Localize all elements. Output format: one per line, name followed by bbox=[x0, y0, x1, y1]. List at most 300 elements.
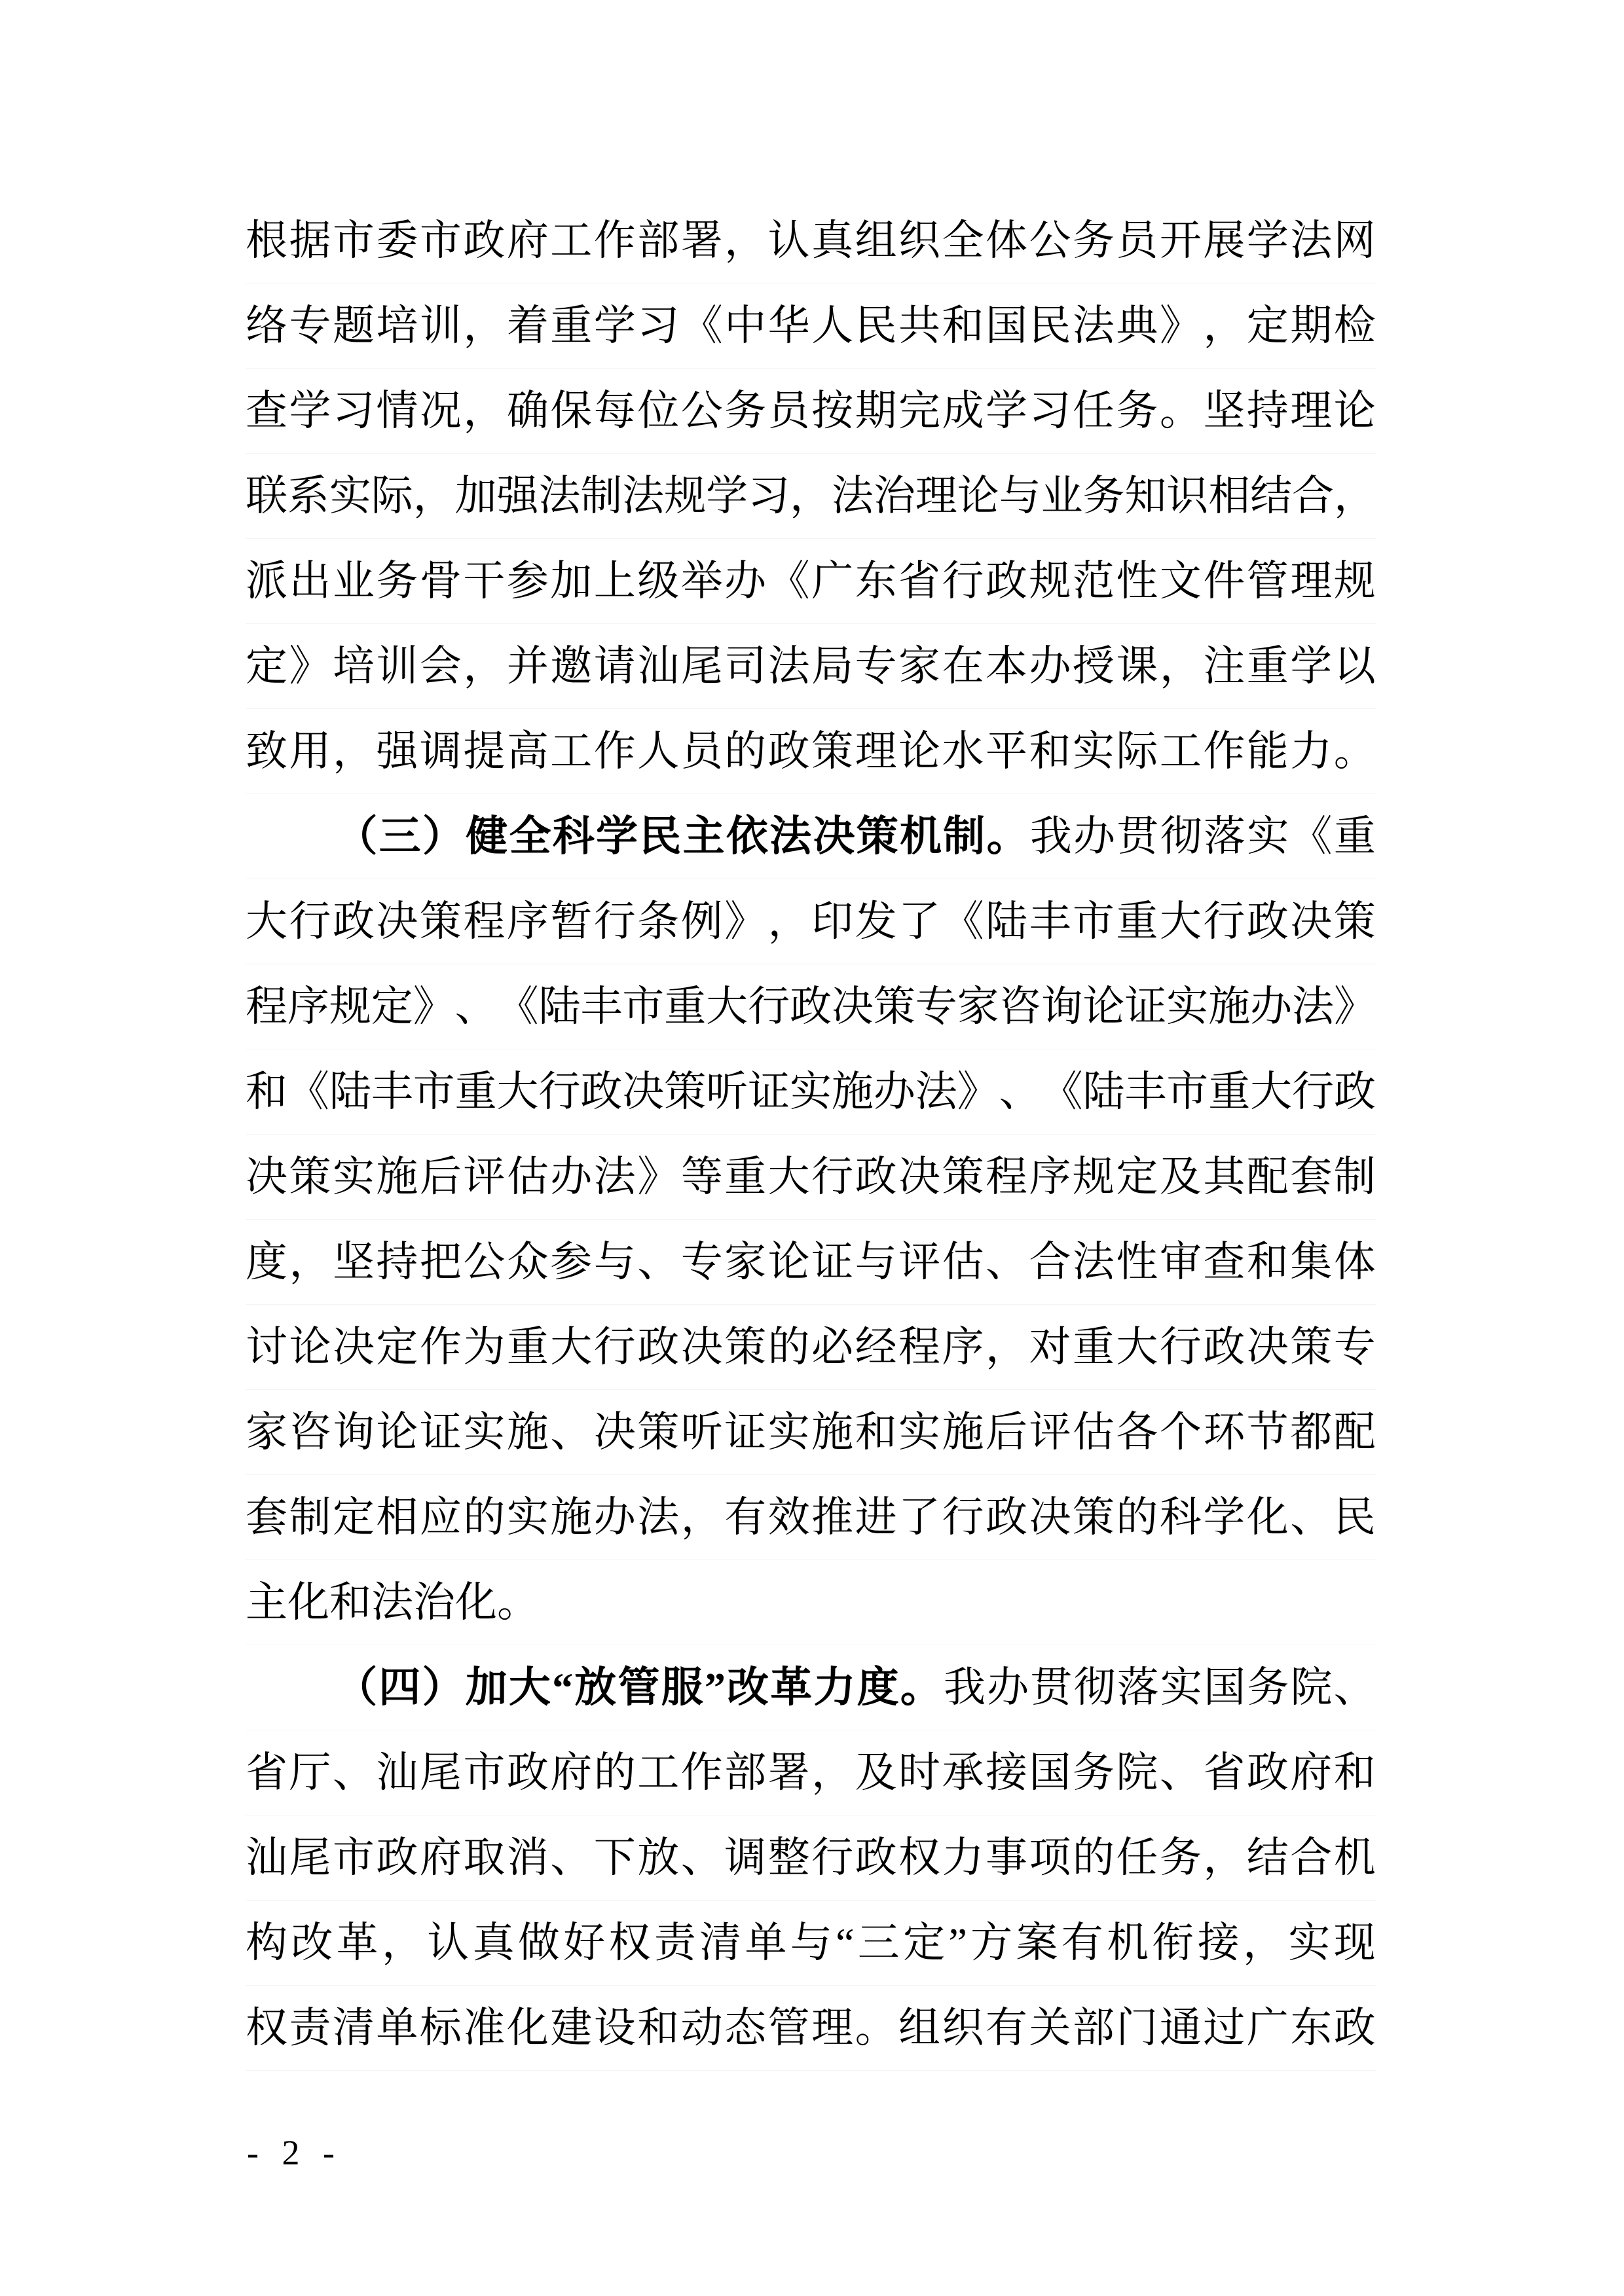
char-glyph: 暂 bbox=[550, 898, 593, 945]
char-glyph: 规 bbox=[329, 983, 371, 1030]
char-glyph: 策 bbox=[637, 1409, 680, 1455]
char-glyph: 通 bbox=[1159, 2005, 1202, 2051]
char-glyph: 员 bbox=[767, 388, 810, 434]
char-glyph: 府 bbox=[1290, 1749, 1333, 1796]
char-glyph: 规 bbox=[1333, 558, 1376, 604]
char-glyph: 办 bbox=[724, 558, 767, 604]
char-glyph: 民 bbox=[1029, 302, 1071, 349]
char-glyph: 构 bbox=[246, 1920, 287, 1966]
char-glyph: 省 bbox=[1203, 1749, 1246, 1796]
char-glyph: 、 bbox=[999, 1068, 1041, 1115]
char-glyph: 法 bbox=[622, 473, 665, 519]
char-glyph: 行 bbox=[942, 558, 984, 604]
char-glyph: 授 bbox=[1072, 643, 1115, 689]
char-glyph: 际 bbox=[1116, 728, 1158, 774]
char-glyph: 证 bbox=[724, 1409, 767, 1455]
char-glyph: 行 bbox=[942, 1494, 984, 1540]
char-glyph: 题 bbox=[332, 302, 375, 349]
char-glyph: 加 bbox=[454, 473, 497, 519]
text-line bbox=[246, 1475, 1376, 1560]
page-number: - 2 - bbox=[247, 2133, 336, 2172]
char-glyph: 决 bbox=[1246, 1324, 1289, 1370]
char-glyph: 中 bbox=[724, 302, 767, 349]
char-glyph: 实 bbox=[789, 1068, 832, 1115]
char-glyph: 汕 bbox=[376, 1749, 418, 1796]
char-glyph: 织 bbox=[942, 2005, 984, 2051]
char-glyph: 方 bbox=[970, 1920, 1013, 1966]
char-glyph: 政 bbox=[985, 1494, 1027, 1540]
char-glyph: 施 bbox=[550, 1494, 593, 1540]
char-glyph: 政 bbox=[1203, 1324, 1246, 1370]
char-glyph: 家 bbox=[957, 983, 999, 1030]
char-glyph: 政 bbox=[767, 728, 810, 774]
char-glyph: 网 bbox=[1333, 217, 1376, 264]
char-glyph: 施 bbox=[942, 1409, 984, 1455]
char-glyph: 和 bbox=[942, 302, 984, 349]
char-glyph: 府 bbox=[506, 217, 549, 264]
char-glyph: 学 bbox=[706, 473, 748, 519]
text-line bbox=[246, 964, 1376, 1049]
char-glyph: 清 bbox=[332, 2005, 375, 2051]
char-glyph: 市 bbox=[463, 1749, 506, 1796]
heading-char-glyph: 民 bbox=[639, 813, 682, 860]
char-glyph: 省 bbox=[246, 1749, 287, 1796]
char-glyph: 范 bbox=[1072, 558, 1115, 604]
char-glyph: 重 bbox=[664, 983, 707, 1030]
char-glyph: 、 bbox=[332, 1749, 375, 1796]
char-glyph: 强 bbox=[376, 728, 418, 774]
char-glyph: 丰 bbox=[1124, 1068, 1167, 1115]
char-glyph: 贯 bbox=[1116, 813, 1159, 860]
char-glyph: 政 bbox=[1246, 1749, 1289, 1796]
char-glyph: 务 bbox=[1072, 1749, 1115, 1796]
char-glyph: 管 bbox=[767, 2005, 810, 2051]
char-glyph: 参 bbox=[550, 1239, 593, 1285]
char-glyph: 和 bbox=[246, 1068, 287, 1115]
char-glyph: 程 bbox=[898, 1324, 941, 1370]
char-glyph: 法 bbox=[767, 643, 810, 689]
char-glyph: 评 bbox=[463, 1154, 506, 1200]
char-glyph: 《 bbox=[1041, 1068, 1083, 1115]
char-glyph: 提 bbox=[463, 728, 506, 774]
char-glyph: 大 bbox=[496, 1068, 539, 1115]
char-glyph: 坚 bbox=[1203, 388, 1246, 434]
char-glyph: 行 bbox=[1203, 898, 1246, 945]
text-line bbox=[246, 369, 1376, 454]
char-glyph: 家 bbox=[898, 643, 941, 689]
heading-char-glyph: 制 bbox=[943, 813, 986, 860]
char-glyph: 务 bbox=[1247, 1664, 1289, 1711]
char-glyph: 理 bbox=[915, 473, 957, 519]
char-glyph: 决 bbox=[680, 1324, 723, 1370]
document-body bbox=[246, 198, 1376, 2071]
char-glyph: 策 bbox=[419, 898, 462, 945]
char-glyph: 办 bbox=[1250, 983, 1293, 1030]
char-glyph: 真 bbox=[811, 217, 854, 264]
char-glyph: 衔 bbox=[1152, 1920, 1194, 1966]
char-glyph: 重 bbox=[1246, 643, 1289, 689]
heading-char-glyph: 。 bbox=[986, 813, 1029, 860]
char-glyph: 和 bbox=[1333, 1749, 1376, 1796]
char-glyph: 《 bbox=[680, 302, 723, 349]
text-line bbox=[246, 1220, 1376, 1305]
char-glyph: 参 bbox=[506, 558, 549, 604]
char-glyph: 务 bbox=[1159, 1834, 1202, 1881]
heading-char-glyph: “ bbox=[552, 1664, 574, 1711]
char-glyph: 实 bbox=[329, 473, 371, 519]
char-glyph: 出 bbox=[289, 558, 331, 604]
char-glyph: 行 bbox=[811, 1834, 854, 1881]
char-glyph: 工 bbox=[1159, 728, 1202, 774]
char-glyph: 学 bbox=[1246, 217, 1289, 264]
char-glyph: 估 bbox=[1072, 1409, 1115, 1455]
char-glyph: 知 bbox=[1124, 473, 1167, 519]
char-glyph: 任 bbox=[1072, 388, 1115, 434]
char-glyph: 把 bbox=[419, 1239, 462, 1285]
char-glyph: 学 bbox=[289, 388, 331, 434]
heading-char-glyph: ） bbox=[422, 1664, 464, 1711]
char-glyph: 责 bbox=[289, 2005, 331, 2051]
char-glyph: 办 bbox=[873, 1068, 915, 1115]
char-glyph: 司 bbox=[724, 643, 767, 689]
char-glyph: 革 bbox=[336, 1920, 378, 1966]
char-glyph: 作 bbox=[419, 1324, 462, 1370]
char-glyph: 施 bbox=[506, 1409, 549, 1455]
char-glyph: 推 bbox=[811, 1494, 854, 1540]
char-glyph: 论 bbox=[957, 473, 999, 519]
char-glyph: 培 bbox=[332, 643, 375, 689]
char-glyph: 下 bbox=[593, 1834, 636, 1881]
char-glyph: 重 bbox=[1333, 813, 1376, 860]
text-line bbox=[246, 1390, 1376, 1475]
heading-char-glyph: 策 bbox=[856, 813, 898, 860]
char-glyph: 套 bbox=[1290, 1154, 1333, 1200]
char-glyph: 决 bbox=[898, 1154, 941, 1200]
char-glyph: 决 bbox=[1029, 1494, 1071, 1540]
char-glyph: 案 bbox=[1016, 1920, 1058, 1966]
heading-char-glyph: 放 bbox=[574, 1664, 617, 1711]
char-glyph: 审 bbox=[1159, 1239, 1202, 1285]
char-glyph: 识 bbox=[1166, 473, 1209, 519]
char-glyph: ， bbox=[680, 1494, 723, 1540]
char-glyph: 专 bbox=[915, 983, 957, 1030]
char-glyph: 有 bbox=[724, 1494, 767, 1540]
char-glyph: ， bbox=[1203, 1834, 1246, 1881]
char-glyph: 位 bbox=[637, 388, 680, 434]
char-glyph: 重 bbox=[1072, 1324, 1115, 1370]
text-line bbox=[246, 1986, 1376, 2071]
char-glyph: 系 bbox=[287, 473, 329, 519]
char-glyph: ， bbox=[463, 388, 506, 434]
char-glyph: 陆 bbox=[329, 1068, 371, 1115]
char-glyph: 习 bbox=[332, 388, 375, 434]
heading-char-glyph: 依 bbox=[726, 813, 768, 860]
char-glyph: 务 bbox=[1082, 473, 1125, 519]
char-glyph: 决 bbox=[332, 1324, 375, 1370]
char-glyph: 用 bbox=[289, 728, 331, 774]
char-glyph: 部 bbox=[1072, 2005, 1115, 2051]
char-glyph: 东 bbox=[855, 558, 897, 604]
char-glyph: 能 bbox=[1246, 728, 1289, 774]
char-glyph: 清 bbox=[699, 1920, 742, 1966]
char-glyph: 估 bbox=[506, 1154, 549, 1200]
char-glyph: 、 bbox=[985, 1239, 1027, 1285]
char-glyph: 与 bbox=[790, 1920, 832, 1966]
char-glyph: 专 bbox=[289, 302, 331, 349]
char-glyph: 局 bbox=[811, 643, 854, 689]
char-glyph: 习 bbox=[637, 302, 680, 349]
char-glyph: 法 bbox=[538, 473, 581, 519]
char-glyph: 咨 bbox=[289, 1409, 331, 1455]
char-glyph: 了 bbox=[898, 1494, 941, 1540]
text-line bbox=[246, 624, 1376, 709]
char-glyph: 调 bbox=[419, 728, 462, 774]
char-glyph: 后 bbox=[985, 1409, 1027, 1455]
heading-char-glyph: 大 bbox=[508, 1664, 551, 1711]
char-glyph: 和 bbox=[855, 1409, 897, 1455]
char-glyph: 关 bbox=[1029, 2005, 1071, 2051]
char-glyph: 、 bbox=[1290, 1494, 1333, 1540]
char-glyph: 络 bbox=[246, 302, 287, 349]
text-line bbox=[246, 1049, 1376, 1135]
char-glyph: 政 bbox=[376, 1834, 418, 1881]
char-glyph: 权 bbox=[898, 1834, 941, 1881]
char-glyph: 大 bbox=[1116, 1324, 1158, 1370]
char-glyph: 节 bbox=[1246, 1409, 1289, 1455]
char-glyph: 》 bbox=[1333, 983, 1376, 1030]
char-glyph: 体 bbox=[985, 217, 1027, 264]
char-glyph: 市 bbox=[332, 1834, 375, 1881]
char-glyph: 相 bbox=[376, 1494, 418, 1540]
char-glyph: 做 bbox=[517, 1920, 560, 1966]
char-glyph: 加 bbox=[550, 558, 593, 604]
char-glyph: 。 bbox=[497, 1579, 539, 1626]
char-glyph: 与 bbox=[999, 473, 1041, 519]
char-glyph: 》 bbox=[1159, 302, 1202, 349]
char-glyph: 课 bbox=[1116, 643, 1158, 689]
char-glyph: 估 bbox=[942, 1239, 984, 1285]
char-glyph: 与 bbox=[593, 1239, 636, 1285]
char-glyph: 业 bbox=[1041, 473, 1083, 519]
char-glyph: 注 bbox=[1203, 643, 1246, 689]
char-glyph: 定 bbox=[903, 1920, 946, 1966]
char-glyph: 并 bbox=[506, 643, 549, 689]
char-glyph: 实 bbox=[898, 1409, 941, 1455]
char-glyph: 查 bbox=[1203, 1239, 1246, 1285]
char-glyph: 策 bbox=[1333, 898, 1376, 945]
heading-char-glyph: （ bbox=[335, 1664, 378, 1711]
char-glyph: 结 bbox=[1246, 1834, 1289, 1881]
char-glyph: 组 bbox=[855, 217, 897, 264]
char-glyph: 的 bbox=[767, 1324, 810, 1370]
char-glyph: 合 bbox=[1290, 1834, 1333, 1881]
char-glyph: 文 bbox=[1159, 558, 1202, 604]
char-glyph: ， bbox=[1333, 473, 1376, 519]
char-glyph: 工 bbox=[550, 217, 593, 264]
char-glyph: 证 bbox=[748, 1068, 790, 1115]
char-glyph: 开 bbox=[1159, 217, 1202, 264]
char-glyph: ， bbox=[1203, 302, 1246, 349]
char-glyph: 举 bbox=[680, 558, 723, 604]
char-glyph: 政 bbox=[506, 1749, 549, 1796]
char-glyph: 实 bbox=[463, 1409, 506, 1455]
char-glyph: 定 bbox=[376, 1324, 418, 1370]
text-line bbox=[246, 1901, 1376, 1986]
char-glyph: 家 bbox=[246, 1409, 287, 1455]
char-glyph: 政 bbox=[463, 217, 506, 264]
char-glyph: 法 bbox=[1292, 983, 1335, 1030]
char-glyph: 了 bbox=[898, 898, 941, 945]
char-glyph: 》 bbox=[637, 1154, 680, 1200]
text-line bbox=[246, 794, 1376, 879]
heading-char-glyph: 法 bbox=[769, 813, 812, 860]
char-glyph: 机 bbox=[1107, 1920, 1149, 1966]
char-glyph: 论 bbox=[1333, 388, 1376, 434]
char-glyph: 科 bbox=[1159, 1494, 1202, 1540]
heading-char-glyph: 管 bbox=[618, 1664, 660, 1711]
char-glyph: 有 bbox=[985, 2005, 1027, 2051]
char-glyph: 主 bbox=[246, 1579, 287, 1626]
char-glyph: ， bbox=[811, 1749, 854, 1796]
char-glyph: 公 bbox=[463, 1239, 506, 1285]
char-glyph: 务 bbox=[1116, 388, 1158, 434]
char-glyph: 相 bbox=[1208, 473, 1251, 519]
char-glyph: 理 bbox=[855, 728, 897, 774]
char-glyph: 化 bbox=[1246, 1494, 1289, 1540]
heading-char-glyph: 革 bbox=[770, 1664, 813, 1711]
char-glyph: 大 bbox=[706, 983, 748, 1030]
char-glyph: 决 bbox=[593, 1409, 636, 1455]
char-glyph: 《 bbox=[496, 983, 539, 1030]
char-glyph: 重 bbox=[506, 1324, 549, 1370]
char-glyph: 证 bbox=[1124, 983, 1167, 1030]
char-glyph: 理 bbox=[811, 2005, 854, 2051]
char-glyph: 程 bbox=[246, 983, 287, 1030]
char-glyph: 例 bbox=[680, 898, 723, 945]
char-glyph: 务 bbox=[376, 558, 418, 604]
char-glyph: 展 bbox=[1203, 217, 1246, 264]
char-glyph: 定 bbox=[332, 1494, 375, 1540]
char-glyph: 丰 bbox=[580, 983, 623, 1030]
char-glyph: 组 bbox=[898, 2005, 941, 2051]
char-glyph: ， bbox=[463, 302, 506, 349]
char-glyph: 法 bbox=[831, 473, 874, 519]
char-glyph: 专 bbox=[1333, 1324, 1376, 1370]
char-glyph: 定 bbox=[371, 983, 413, 1030]
char-glyph: 重 bbox=[550, 302, 593, 349]
char-glyph: 接 bbox=[1197, 1920, 1240, 1966]
char-glyph: 力 bbox=[942, 1834, 984, 1881]
char-glyph: 作 bbox=[1203, 728, 1246, 774]
char-glyph: 和 bbox=[1029, 728, 1071, 774]
char-glyph: 彻 bbox=[1160, 813, 1202, 860]
char-glyph: 行 bbox=[289, 898, 331, 945]
char-glyph: 机 bbox=[1333, 1834, 1376, 1881]
char-glyph: 实 bbox=[1247, 813, 1289, 860]
char-glyph: 着 bbox=[506, 302, 549, 349]
char-glyph: 据 bbox=[289, 217, 331, 264]
char-glyph: 政 bbox=[855, 1834, 897, 1881]
char-glyph: 实 bbox=[1288, 1920, 1331, 1966]
char-glyph: 结 bbox=[1250, 473, 1293, 519]
char-glyph: 工 bbox=[550, 728, 593, 774]
char-glyph: 办 bbox=[550, 1154, 593, 1200]
char-glyph: 期 bbox=[855, 388, 897, 434]
char-glyph: 态 bbox=[724, 2005, 767, 2051]
char-glyph: 大 bbox=[246, 898, 287, 945]
char-glyph: 尾 bbox=[289, 1834, 331, 1881]
char-glyph: 法 bbox=[371, 1579, 413, 1626]
char-glyph: 织 bbox=[898, 217, 941, 264]
char-glyph: 政 bbox=[789, 983, 832, 1030]
char-glyph: 员 bbox=[1116, 217, 1158, 264]
char-glyph: 的 bbox=[724, 728, 767, 774]
char-glyph: 听 bbox=[706, 1068, 748, 1115]
char-glyph: 民 bbox=[855, 302, 897, 349]
char-glyph: 效 bbox=[767, 1494, 810, 1540]
char-glyph: 府 bbox=[419, 1834, 462, 1881]
heading-char-glyph: 全 bbox=[509, 813, 551, 860]
heading-char-glyph: 改 bbox=[727, 1664, 769, 1711]
char-glyph: ， bbox=[1159, 643, 1202, 689]
char-glyph: 放 bbox=[637, 1834, 680, 1881]
char-glyph: ， bbox=[789, 473, 832, 519]
char-glyph: 。 bbox=[1159, 388, 1202, 434]
char-glyph: 决 bbox=[1290, 898, 1333, 945]
char-glyph: 发 bbox=[855, 898, 897, 945]
char-glyph: 单 bbox=[376, 2005, 418, 2051]
char-glyph: 承 bbox=[942, 1749, 984, 1796]
char-glyph: 制 bbox=[1333, 1154, 1376, 1200]
char-glyph: 本 bbox=[985, 643, 1027, 689]
char-glyph: 署 bbox=[680, 217, 723, 264]
char-glyph: 行 bbox=[811, 1154, 854, 1200]
char-glyph: ， bbox=[985, 1324, 1027, 1370]
char-glyph: ” bbox=[948, 1920, 967, 1966]
char-glyph: 配 bbox=[1333, 1409, 1376, 1455]
char-glyph: 际 bbox=[371, 473, 413, 519]
char-glyph: 邀 bbox=[550, 643, 593, 689]
char-glyph: 确 bbox=[506, 388, 549, 434]
char-glyph: 行 bbox=[593, 898, 636, 945]
char-glyph: 署 bbox=[767, 1749, 810, 1796]
char-glyph: 以 bbox=[1333, 643, 1376, 689]
char-glyph: 委 bbox=[376, 217, 418, 264]
char-glyph: 条 bbox=[637, 898, 680, 945]
char-glyph: 后 bbox=[419, 1154, 462, 1200]
char-glyph: 国 bbox=[1029, 1749, 1071, 1796]
char-glyph: 成 bbox=[942, 388, 984, 434]
heading-char-glyph: （ bbox=[335, 813, 378, 860]
char-glyph: 水 bbox=[942, 728, 984, 774]
char-glyph: 法 bbox=[1290, 217, 1333, 264]
char-glyph: 配 bbox=[1246, 1154, 1289, 1200]
char-glyph: 众 bbox=[506, 1239, 549, 1285]
char-glyph: ， bbox=[1243, 1920, 1285, 1966]
char-glyph: 咨 bbox=[999, 983, 1041, 1030]
char-glyph: 行 bbox=[593, 1324, 636, 1370]
char-glyph: 家 bbox=[724, 1239, 767, 1285]
char-glyph: 印 bbox=[811, 898, 854, 945]
char-glyph: 事 bbox=[985, 1834, 1027, 1881]
char-glyph: 。 bbox=[855, 2005, 897, 2051]
char-glyph: 习 bbox=[748, 473, 790, 519]
char-glyph: 强 bbox=[496, 473, 539, 519]
char-glyph: 务 bbox=[1072, 217, 1115, 264]
char-glyph: 施 bbox=[376, 1154, 418, 1200]
char-glyph: 评 bbox=[1029, 1409, 1071, 1455]
char-glyph: 学 bbox=[593, 302, 636, 349]
